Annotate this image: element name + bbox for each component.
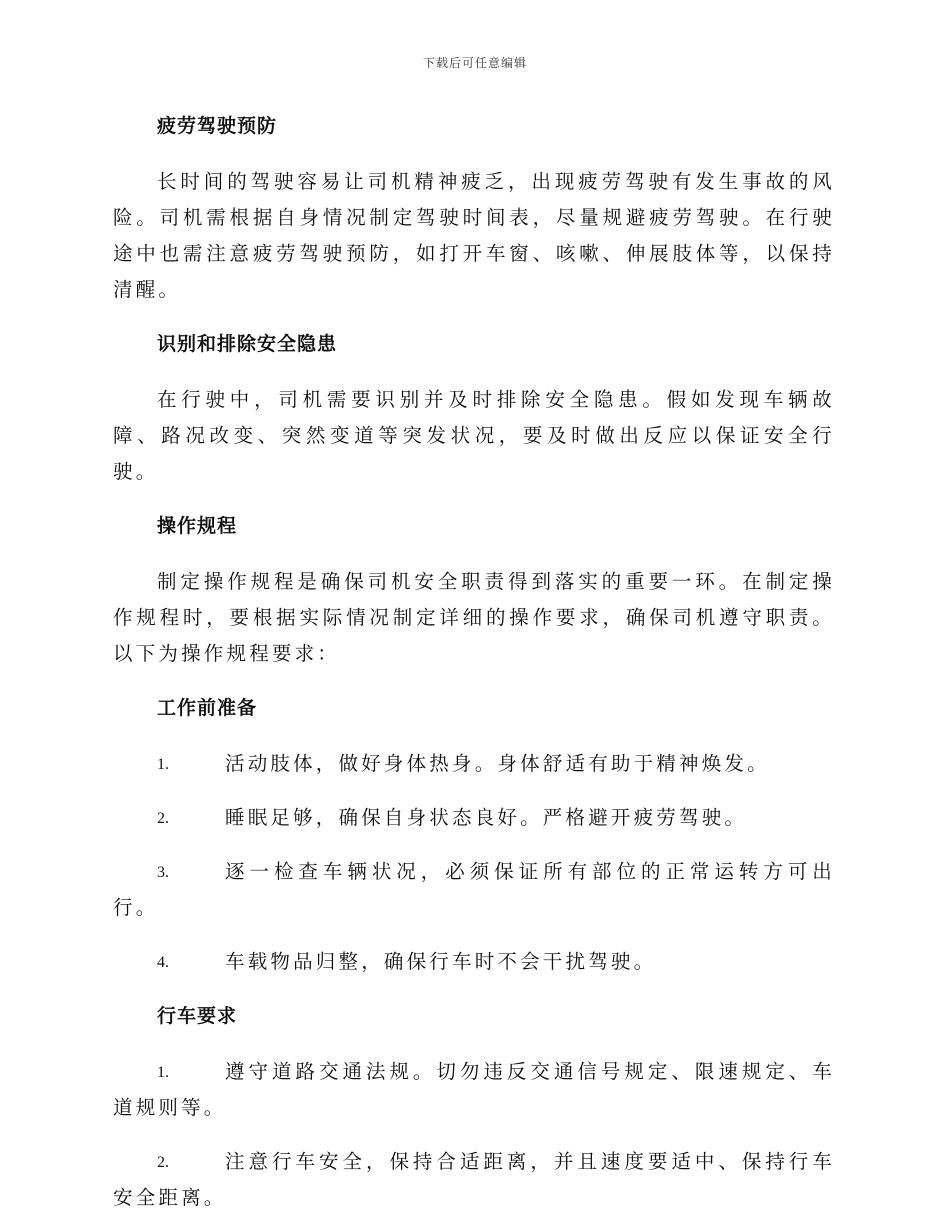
list-item	[113, 1144, 835, 1216]
list-item-text: 遵守道路交通法规。切勿违反交通信号规定、限速规定、车道规则等。	[113, 1060, 835, 1119]
paragraph-hazards: 在行驶中，司机需要识别并及时排除安全隐患。假如发现车辆故障、路况改变、突然变道等突发状况，要及时做出反应以保证安全行驶。	[113, 388, 835, 483]
list-item-text: 注意行车安全，保持合适距离，并且速度要适中、保持行车安全距离。	[113, 1150, 835, 1209]
list-item-number: 4.	[157, 954, 169, 971]
section-heading-prework: 工作前准备	[157, 697, 258, 719]
document-body	[113, 108, 835, 1216]
list-item-number: 2.	[157, 810, 169, 827]
list-item-number: 2.	[157, 1154, 169, 1171]
list-item	[113, 1054, 835, 1126]
list-item-number: 1.	[157, 756, 169, 773]
list-item-text: 睡眠足够，确保自身状态良好。严格避开疲劳驾驶。	[225, 806, 748, 829]
section-heading-driving: 行车要求	[157, 1005, 238, 1027]
section-heading-hazards: 识别和排除安全隐患	[157, 333, 338, 355]
list-item-number: 3.	[157, 864, 169, 881]
list-item	[113, 746, 835, 782]
paragraph-fatigue: 长时间的驾驶容易让司机精神疲乏，出现疲劳驾驶有发生事故的风险。司机需根据自身情况制定驾驶时间表，尽量规避疲劳驾驶。在行驶途中也需注意疲劳驾驶预防，如打开车窗、咳嗽、伸展肢体等，以保持清醒。	[113, 170, 835, 301]
list-item-text: 活动肢体，做好身体热身。身体舒适有助于精神焕发。	[225, 752, 770, 775]
list-item	[113, 854, 835, 926]
list-item-number: 1.	[157, 1064, 169, 1081]
paragraph-procedures: 制定操作规程是确保司机安全职责得到落实的重要一环。在制定操作规程时，要根据实际情况制定详细的操作要求，确保司机遵守职责。以下为操作规程要求：	[113, 570, 835, 665]
header-note: 下载后可任意编辑	[422, 56, 527, 70]
list-item-text: 车载物品归整，确保行车时不会干扰驾驶。	[225, 950, 657, 973]
section-heading-fatigue: 疲劳驾驶预防	[157, 115, 278, 137]
section-heading-procedures: 操作规程	[157, 515, 238, 537]
list-item	[113, 944, 835, 980]
list-item-text: 逐一检查车辆状况，必须保证所有部位的正常运转方可出行。	[113, 860, 835, 919]
list-item	[113, 800, 835, 836]
